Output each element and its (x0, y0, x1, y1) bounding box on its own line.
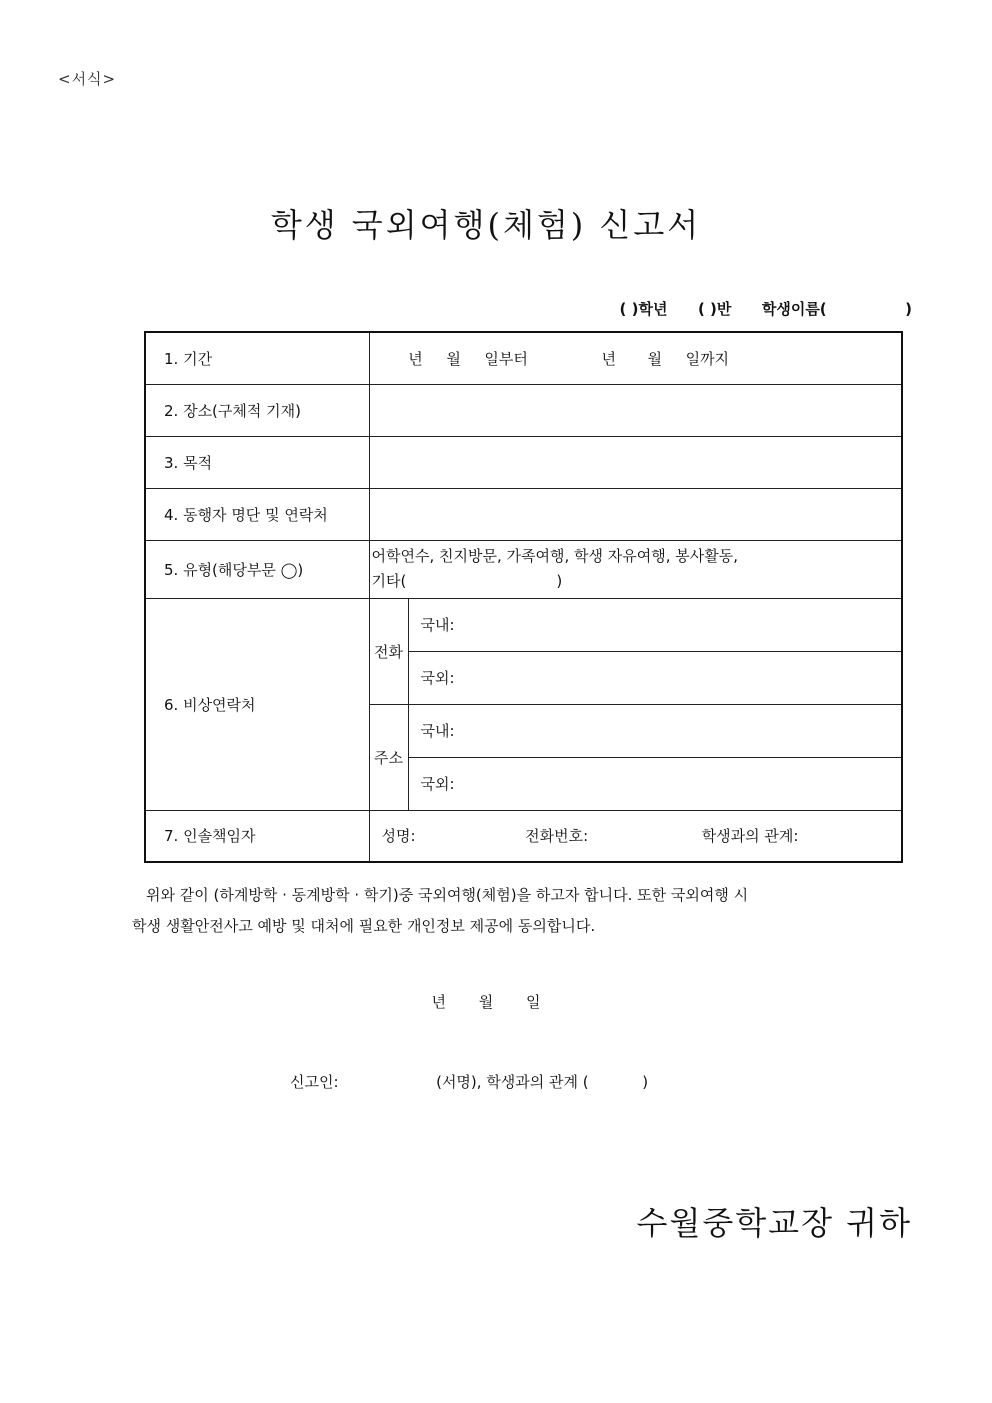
student-info-line (620, 298, 912, 319)
reporter-sign[interactable]: (서명), 학생과의 관계 ( (436, 1073, 589, 1091)
row-place (145, 384, 902, 436)
place-field[interactable] (369, 384, 902, 436)
student-name-close: ) (905, 300, 912, 318)
companions-label: 4. 동행자 명단 및 연락처 (145, 488, 369, 540)
student-name-field[interactable]: 학생이름( (761, 300, 827, 318)
date-month[interactable]: 월 (478, 993, 494, 1011)
from-day: 일부터 (484, 349, 528, 368)
consent-line-2: 학생 생활안전사고 예방 및 대처에 필요한 개인정보 제공에 동의합니다. (132, 917, 596, 935)
emergency-label: 6. 비상연락처 (145, 598, 369, 810)
report-form-table (144, 331, 903, 863)
phone-domestic-field[interactable]: 국내: (408, 598, 902, 651)
row-period (145, 332, 902, 384)
phone-overseas-field[interactable]: 국외: (408, 651, 902, 704)
from-year: 년 (408, 349, 423, 368)
date-year[interactable]: 년 (431, 993, 446, 1011)
to-month: 월 (647, 349, 663, 368)
grade-field[interactable]: ( )학년 (619, 300, 668, 318)
row-purpose (145, 436, 902, 488)
type-other-prefix: 기타( (371, 572, 407, 590)
type-options[interactable] (369, 540, 902, 598)
type-options-line2 (372, 569, 902, 594)
period-field[interactable] (369, 332, 902, 384)
guardian-name: 성명: (381, 827, 416, 846)
row-emergency-phone-domestic (145, 598, 902, 651)
form-tag: <서식> (58, 70, 117, 88)
page-title: 학생 국외여행(체험) 신고서 (270, 206, 702, 244)
guardian-label: 7. 인솔책임자 (145, 810, 369, 862)
to-day: 일까지 (685, 349, 730, 368)
period-label: 1. 기간 (145, 332, 369, 384)
guardian-relation: 학생과의 관계: (701, 827, 799, 846)
type-other-suffix: ) (556, 572, 563, 590)
class-field[interactable]: ( )반 (697, 300, 732, 318)
row-companions (145, 488, 902, 540)
phone-label: 전화 (369, 598, 408, 704)
date-day[interactable]: 일 (526, 993, 541, 1011)
consent-line-1: 위와 같이 (하계방학 · 동계방학 · 학기)중 국외여행(체험)을 하고자 합니다. 또한 국외여행 시 (146, 886, 749, 904)
purpose-field[interactable] (369, 436, 902, 488)
guardian-phone: 전화번호: (525, 827, 589, 846)
place-label: 2. 장소(구체적 기재) (145, 384, 369, 436)
type-label: 5. 유형(해당부문 ◯) (145, 540, 369, 598)
guardian-field[interactable] (369, 810, 902, 862)
address-overseas-field[interactable]: 국외: (408, 757, 902, 810)
to-year: 년 (601, 349, 616, 368)
consent-paragraph (132, 880, 872, 942)
reporter-line (290, 1071, 648, 1092)
row-type (145, 540, 902, 598)
row-guardian (145, 810, 902, 862)
type-options-line1: 어학연수, 친지방문, 가족여행, 학생 자유여행, 봉사활동, (371, 547, 738, 565)
purpose-label: 3. 목적 (145, 436, 369, 488)
companions-field[interactable] (369, 488, 902, 540)
reporter-close: ) (642, 1073, 649, 1091)
recipient: 수월중학교장 귀하 (636, 1204, 912, 1242)
from-month: 월 (446, 349, 461, 368)
address-domestic-field[interactable]: 국내: (408, 704, 902, 757)
date-line (0, 991, 972, 1012)
reporter-label: 신고인: (290, 1073, 339, 1091)
address-label: 주소 (369, 704, 408, 810)
